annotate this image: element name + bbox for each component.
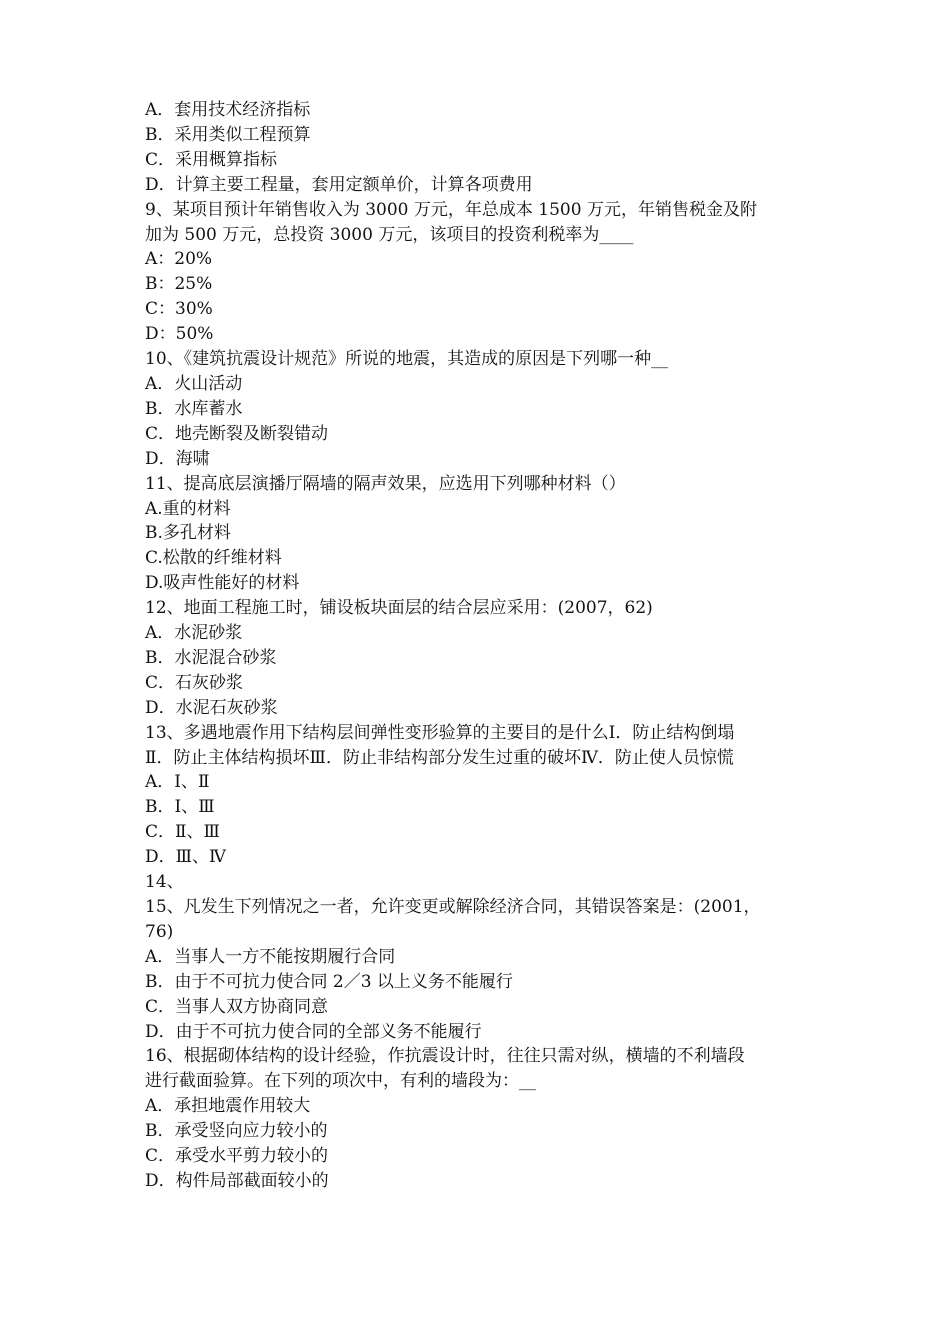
option-line: B.多孔材料 [145, 523, 231, 544]
option-line: C.松散的纤维材料 [145, 548, 282, 569]
option-line: D：50% [145, 324, 214, 345]
question-line: 14、 [145, 872, 184, 893]
question-line: Ⅱ．防止主体结构损坏Ⅲ．防止非结构部分发生过重的破坏Ⅳ．防止使人员惊慌 [145, 747, 734, 768]
option-line: C．当事人双方协商同意 [145, 996, 329, 1017]
option-line: D.吸声性能好的材料 [145, 573, 300, 594]
option-line: A．套用技术经济指标 [145, 100, 311, 120]
option-line: D．Ⅲ、Ⅳ [145, 847, 227, 868]
question-line: 9、某项目预计年销售收入为 3000 万元，年总成本 1500 万元，年销售税金及附 [145, 199, 757, 220]
option-line: D．海啸 [145, 448, 210, 469]
option-line: C．石灰砂浆 [145, 672, 244, 693]
question-line: 16、根据砌体结构的设计经验，作抗震设计时，往往只需对纵，横墙的不利墙段 [145, 1046, 745, 1067]
question-line: 进行截面验算。在下列的项次中，有利的墙段为：__ [145, 1071, 536, 1092]
question-line: 10、《建筑抗震设计规范》所说的地震，其造成的原因是下列哪一种__ [145, 349, 669, 370]
option-line: B．由于不可抗力使合同 2／3 以上义务不能履行 [145, 971, 513, 992]
document-body [145, 98, 825, 1194]
option-line: D．构件局部截面较小的 [145, 1170, 329, 1191]
option-line: B．Ⅰ、Ⅲ [145, 797, 215, 818]
option-line: B．水库蓄水 [145, 398, 243, 419]
option-line: C：30% [145, 299, 213, 320]
option-line: C．采用概算指标 [145, 149, 278, 170]
option-line: A.重的材料 [145, 498, 231, 519]
option-line: A．火山活动 [145, 373, 243, 394]
option-line: A．承担地震作用较大 [145, 1096, 311, 1117]
question-line: 加为 500 万元，总投资 3000 万元，该项目的投资利税率为____ [145, 224, 634, 245]
option-line: B：25% [145, 274, 213, 295]
option-line: B．采用类似工程预算 [145, 124, 311, 145]
option-line: B．承受竖向应力较小的 [145, 1121, 328, 1142]
question-line: 76) [145, 921, 174, 942]
question-line: 13、多遇地震作用下结构层间弹性变形验算的主要目的是什么Ⅰ．防止结构倒塌 [145, 722, 735, 743]
option-line: A：20% [145, 249, 213, 270]
option-line: C．地壳断裂及断裂错动 [145, 423, 329, 444]
option-line: A．当事人一方不能按期履行合同 [145, 946, 396, 967]
option-line: C．Ⅱ、Ⅲ [145, 822, 220, 843]
question-line: 15、凡发生下列情况之一者，允许变更或解除经济合同，其错误答案是：(2001， [145, 897, 761, 917]
option-line: A．Ⅰ、Ⅱ [145, 772, 210, 793]
option-line: D．由于不可抗力使合同的全部义务不能履行 [145, 1021, 482, 1042]
option-line: B．水泥混合砂浆 [145, 647, 277, 668]
option-line: C．承受水平剪力较小的 [145, 1146, 329, 1167]
question-line: 11、提高底层演播厅隔墙的隔声效果，应选用下列哪种材料（） [145, 473, 626, 494]
option-line: A．水泥砂浆 [145, 623, 243, 644]
option-line: D．水泥石灰砂浆 [145, 697, 278, 718]
option-line: D．计算主要工程量，套用定额单价，计算各项费用 [145, 174, 533, 195]
question-line: 12、地面工程施工时，铺设板块面层的结合层应采用：(2007，62) [145, 598, 653, 619]
